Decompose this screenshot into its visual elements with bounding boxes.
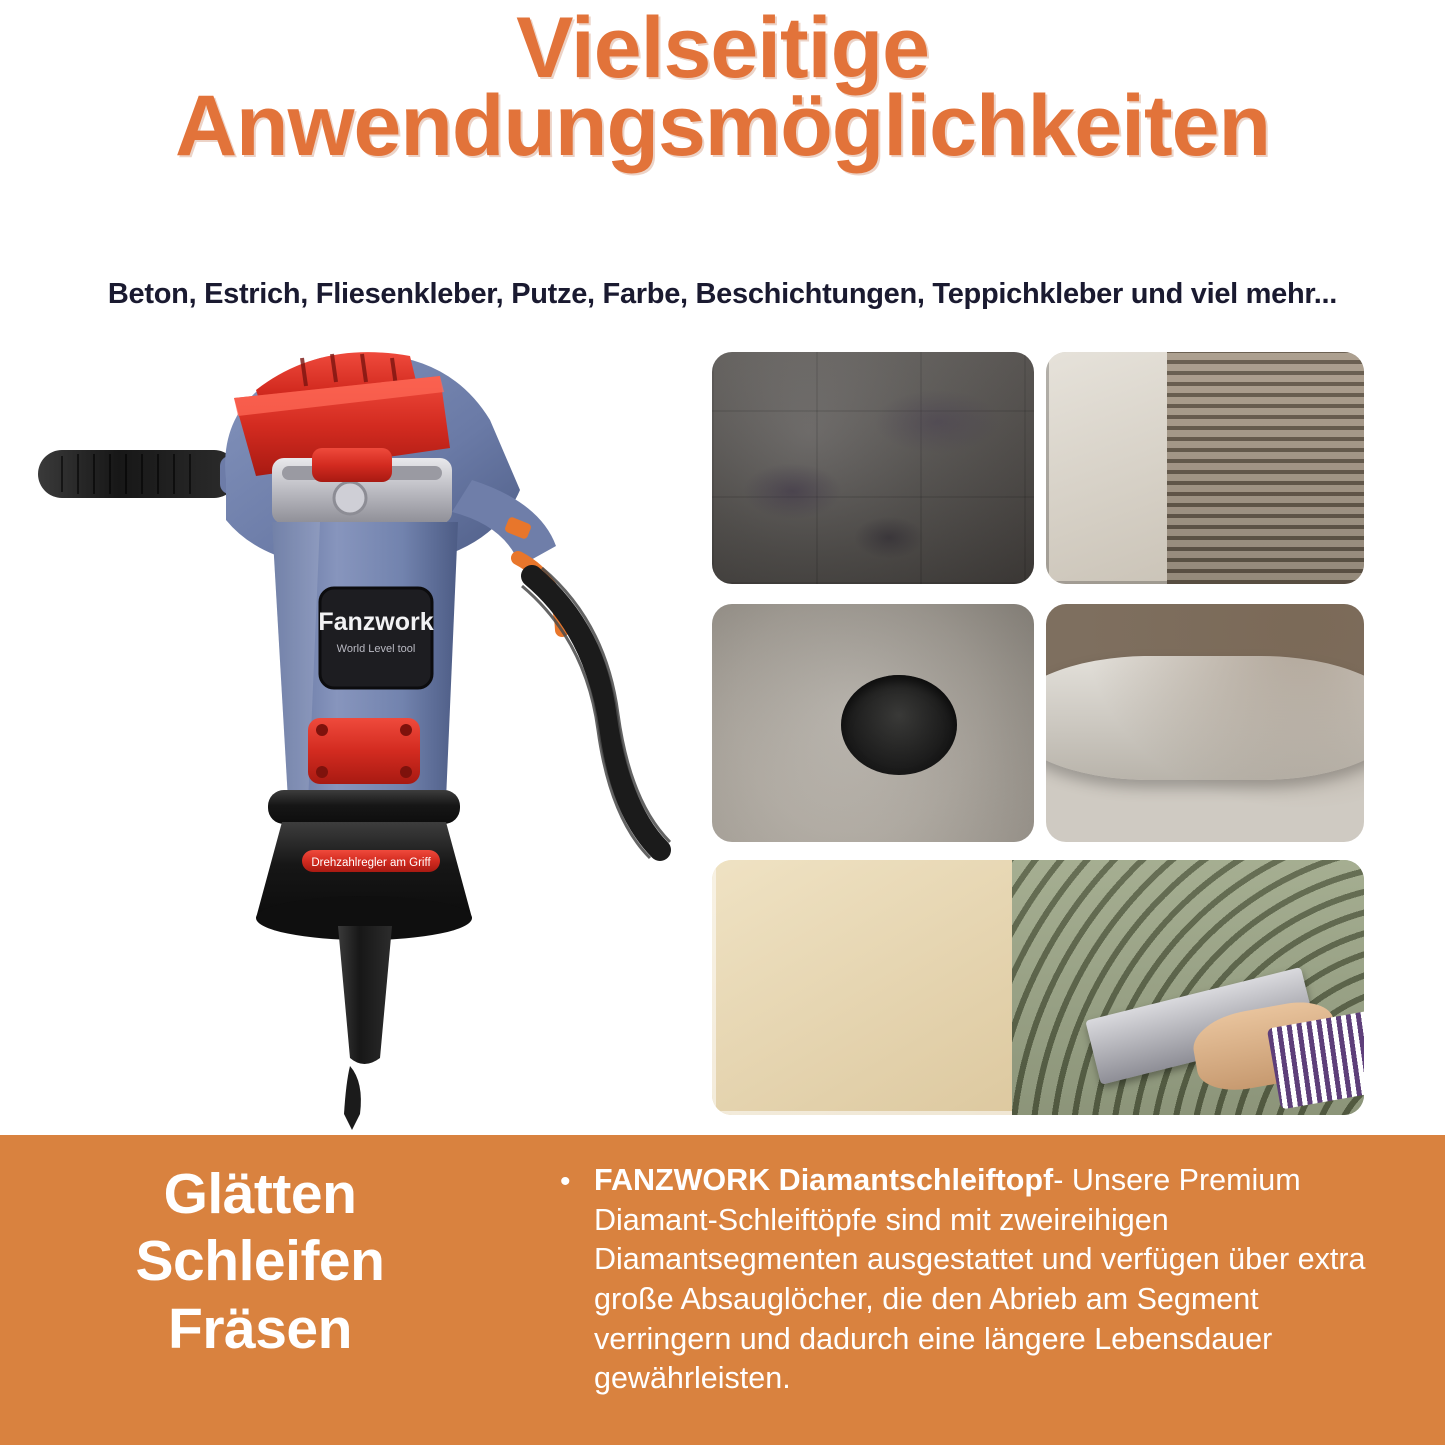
spindle-cone (338, 926, 392, 1130)
bullet-body (594, 1161, 1400, 1399)
motor-body (272, 522, 458, 811)
feature-description (560, 1161, 1400, 1399)
shroud-label-text: Drehzahlregler am Griff (311, 857, 431, 869)
bottom-band (0, 1135, 1445, 1445)
feature-keywords (0, 1161, 520, 1363)
headline-line-2: Anwendungsmöglichkeiten (174, 78, 1271, 175)
subheadline: Beton, Estrich, Fliesenkleber, Putze, Farbe, Beschichtungen, Teppichkleber und viel mehr... (107, 278, 1338, 310)
bullet-text: - Unsere Premium Diamant-Schleiftöpfe sind mit zweireihigen Diamantsegmenten ausgestattet und verfügen über extra große Absauglöcher, die den Abrieb am Segment verringern und dadurch eine längere Lebensdauer gewährleisten. (594, 1163, 1366, 1396)
keyword-1: Glätten (163, 1162, 357, 1226)
bullet-title: FANZWORK Diamantschleiftopf (594, 1163, 1054, 1197)
keyword-3: Fräsen (168, 1296, 352, 1361)
dust-hose (452, 480, 670, 858)
page-title (0, 0, 1445, 175)
photo-curved-concrete-wall (1046, 604, 1364, 842)
svg-text:Fanzwork: Fanzwork (318, 608, 434, 636)
bullet-marker: • (560, 1165, 571, 1198)
grinder-illustration (20, 330, 690, 1130)
photo-tile-adhesive-wall (1046, 352, 1364, 584)
application-photo-collage (712, 352, 1424, 1117)
keyword-2: Schleifen (135, 1229, 385, 1294)
gear-clamp (272, 448, 452, 524)
photo-worn-concrete-floor (712, 352, 1034, 584)
photo-tiles-and-trowelled-adhesive (712, 860, 1364, 1115)
svg-text:World Level tool: World Level tool (336, 643, 416, 655)
product-image (20, 330, 690, 1130)
headline-line-1: Vielseitige (516, 0, 929, 96)
bullet-item (560, 1161, 1400, 1399)
photo-concrete-slab-hole (712, 604, 1034, 842)
dust-shroud (256, 790, 472, 940)
